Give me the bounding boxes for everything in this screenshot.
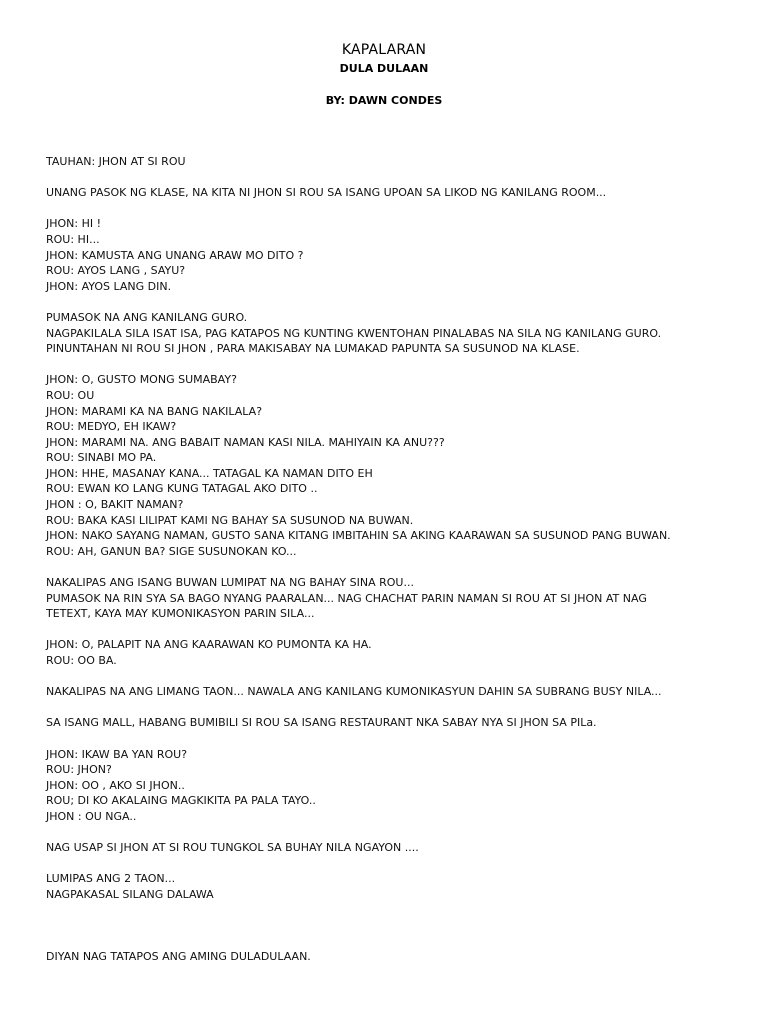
script-line: SA ISANG MALL, HABANG BUMIBILI SI ROU SA ISANG RESTAURANT NKA SABAY NYA SI JHON SA PILa. bbox=[46, 716, 597, 730]
script-line: JHON: O, PALAPIT NA ANG KAARAWAN KO PUMONTA KA HA. bbox=[46, 638, 372, 652]
script-line: JHON: O, GUSTO MONG SUMABAY? bbox=[46, 373, 237, 387]
script-line: ROU: OU bbox=[46, 388, 95, 402]
blank-line bbox=[46, 918, 736, 934]
blank-line bbox=[46, 669, 736, 685]
blank-line bbox=[46, 357, 736, 373]
script-line: NAKALIPAS ANG ISANG BUWAN LUMIPAT NA NG BAHAY SINA ROU... bbox=[46, 576, 414, 590]
document-body bbox=[46, 154, 736, 965]
script-line: JHON: HHE, MASANAY KANA... TATAGAL KA NAMAN DITO EH bbox=[46, 466, 373, 480]
blank-line bbox=[46, 700, 736, 716]
script-line: TETEXT, KAYA MAY KUMONIKASYON PARIN SILA... bbox=[46, 607, 315, 621]
script-line: JHON: AYOS LANG DIN. bbox=[46, 279, 172, 293]
blank-line bbox=[46, 731, 736, 747]
script-line: JHON: OO , AKO SI JHON.. bbox=[46, 778, 185, 792]
document-subtitle: DULA DULAAN bbox=[339, 62, 429, 75]
script-line: DIYAN NAG TATAPOS ANG AMING DULADULAAN. bbox=[46, 950, 311, 964]
script-line: NAGPAKILALA SILA ISAT ISA, PAG KATAPOS NG KUNTING KWENTOHAN PINALABAS NA SILA NG KANILANG GURO. bbox=[46, 326, 662, 340]
script-line: PUMASOK NA RIN SYA SA BAGO NYANG PAARALAN... NAG CHACHAT PARIN NAMAN SI ROU AT SI JHON AT NAG bbox=[46, 591, 647, 605]
script-line: ROU: MEDYO, EH IKAW? bbox=[46, 420, 177, 434]
script-line: JHON: KAMUSTA ANG UNANG ARAW MO DITO ? bbox=[46, 248, 304, 262]
script-line: UNANG PASOK NG KLASE, NA KITA NI JHON SI ROU SA ISANG UPOAN SA LIKOD NG KANILANG ROOM... bbox=[46, 186, 607, 200]
script-line: ROU: AH, GANUN BA? SIGE SUSUNOKAN KO... bbox=[46, 544, 297, 558]
script-line: JHON: MARAMI NA. ANG BABAIT NAMAN KASI NILA. MAHIYAIN KA ANU??? bbox=[46, 435, 445, 449]
script-line: LUMIPAS ANG 2 TAON... bbox=[46, 872, 176, 886]
script-line: JHON: IKAW BA YAN ROU? bbox=[46, 747, 188, 761]
script-line: ROU: OO BA. bbox=[46, 654, 117, 667]
script-line: JHON: MARAMI KA NA BANG NAKILALA? bbox=[46, 404, 263, 418]
script-line: JHON : O, BAKIT NAMAN? bbox=[46, 498, 184, 512]
script-line: ROU: BAKA KASI LILIPAT KAMI NG BAHAY SA SUSUNOD NA BUWAN. bbox=[46, 513, 414, 527]
script-line: JHON : OU NGA.. bbox=[46, 809, 137, 823]
script-line: ROU: HI... bbox=[46, 232, 100, 246]
script-line: PINUNTAHAN NI ROU SI JHON , PARA MAKISABAY NA LUMAKAD PAPUNTA SA SUSUNOD NA KLASE. bbox=[46, 342, 580, 356]
script-line: TAUHAN: JHON AT SI ROU bbox=[46, 155, 186, 168]
script-line: NAG USAP SI JHON AT SI ROU TUNGKOL SA BUHAY NILA NGAYON .... bbox=[46, 841, 419, 855]
blank-line bbox=[46, 856, 736, 872]
script-line: JHON: HI ! bbox=[46, 217, 102, 231]
script-line: ROU: SINABI MO PA. bbox=[46, 451, 157, 465]
document-author: BY: DAWN CONDES bbox=[325, 94, 443, 107]
script-line: ROU: EWAN KO LANG KUNG TATAGAL AKO DITO .. bbox=[46, 482, 318, 496]
blank-line bbox=[46, 622, 736, 638]
script-line: PUMASOK NA ANG KANILANG GURO. bbox=[46, 310, 248, 324]
blank-line bbox=[46, 170, 736, 186]
blank-line bbox=[46, 903, 736, 919]
blank-line bbox=[46, 294, 736, 310]
blank-line bbox=[46, 201, 736, 217]
blank-line bbox=[46, 559, 736, 575]
document-title: KAPALARAN bbox=[341, 42, 427, 58]
script-line: NAKALIPAS NA ANG LIMANG TAON... NAWALA ANG KANILANG KUMONIKASYUN DAHIN SA SUBRANG BUSY NILA... bbox=[46, 685, 662, 699]
script-line: ROU: AYOS LANG , SAYU? bbox=[46, 264, 186, 278]
script-line: ROU; DI KO AKALAING MAGKIKITA PA PALA TAYO.. bbox=[46, 794, 316, 808]
script-line: NAGPAKASAL SILANG DALAWA bbox=[46, 887, 214, 901]
script-line: JHON: NAKO SAYANG NAMAN, GUSTO SANA KITANG IMBITAHIN SA AKING KAARAWAN SA SUSUNOD PANG BUWAN. bbox=[46, 529, 671, 543]
blank-line bbox=[46, 934, 736, 950]
script-line: ROU: JHON? bbox=[46, 763, 112, 777]
blank-line bbox=[46, 825, 736, 841]
